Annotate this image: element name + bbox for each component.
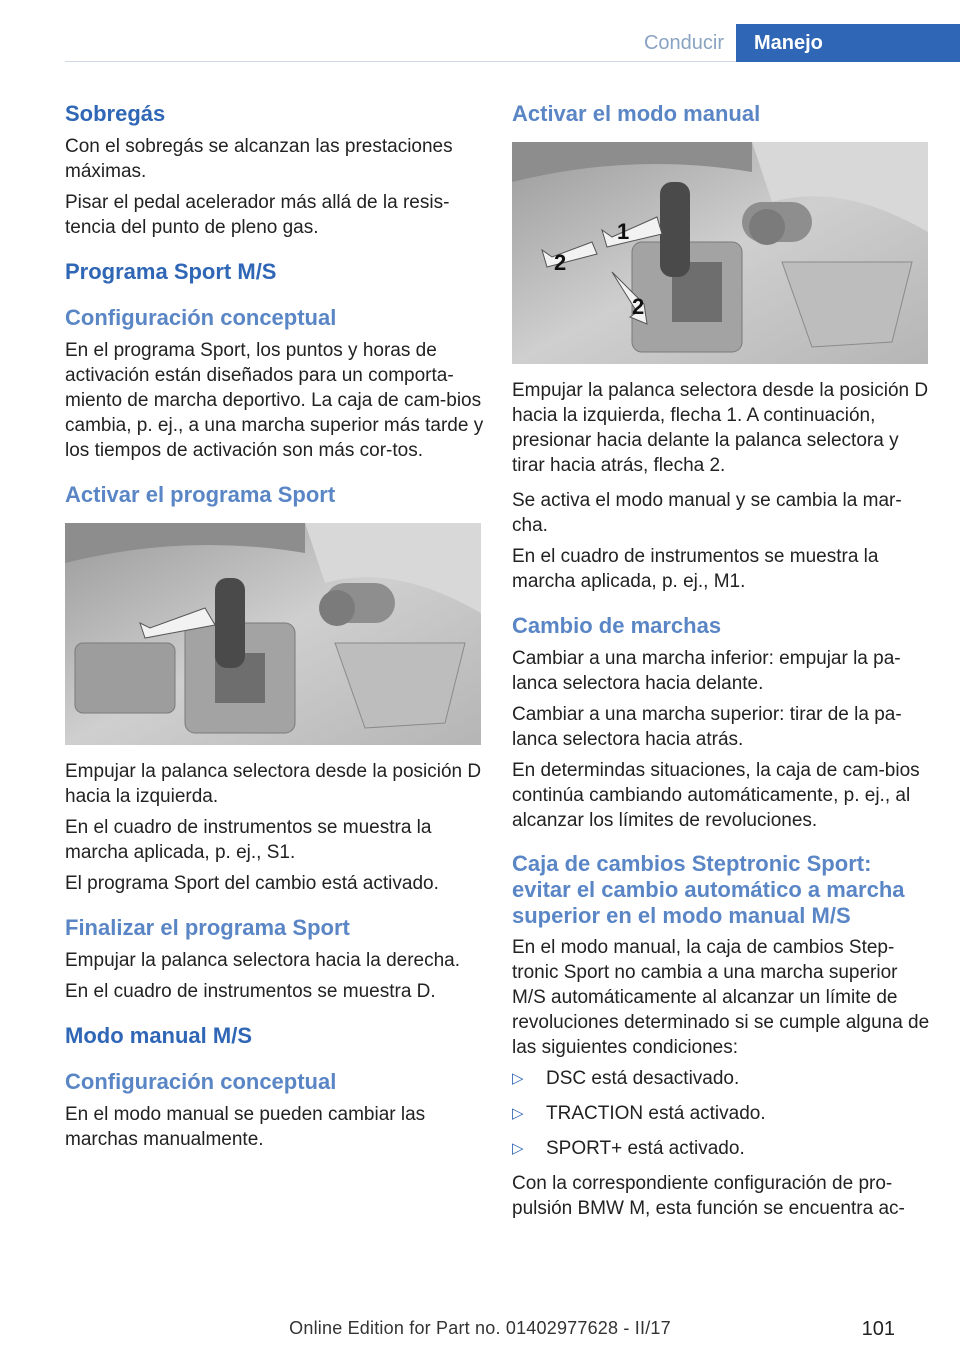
paragraph: En el programa Sport, los puntos y horas de activación están diseñados para un comporta-miento de marcha deportivo. La caja de cam-bios cambia, p. ej., a una marcha superior más tarde y los tiempos de activación son más cor-tos.	[65, 340, 484, 461]
paragraph: En el cuadro de instrumentos se muestra la marcha aplicada, p. ej., M1.	[512, 546, 879, 592]
footer-edition: Online Edition for Part no. 01402977628 - II/17	[289, 1318, 671, 1338]
heading-modo-manual: Modo manual M/S	[65, 1023, 252, 1048]
heading-configuracion: Configuración conceptual	[65, 305, 337, 330]
figure-label-1: 1	[617, 219, 630, 244]
figure-label-2b: 2	[632, 294, 645, 319]
heading-activar-manual: Activar el modo manual	[512, 101, 761, 126]
conditions-list	[512, 1066, 932, 1161]
list-item	[512, 1136, 932, 1161]
paragraph: El programa Sport del cambio está activado.	[65, 873, 439, 894]
paragraph: En determindas situaciones, la caja de cam-bios continúa cambiando automáticamente, p. ej., al alcanzar los límites de revoluciones.	[512, 760, 920, 831]
paragraph: Empujar la palanca selectora hacia la derecha.	[65, 950, 461, 971]
right-column	[512, 100, 932, 1221]
heading-finalizar-sport: Finalizar el programa Sport	[65, 915, 350, 940]
page-number: 101	[861, 1318, 895, 1340]
heading-configuracion-2: Configuración conceptual	[65, 1069, 337, 1094]
list-item	[512, 1101, 932, 1126]
paragraph: En el modo manual, la caja de cambios Step-tronic Sport no cambia a una marcha superior M/S automáticamente al alcanzar un límite de revoluciones determinado si se cumple alguna de las siguientes condiciones:	[512, 937, 930, 1058]
figure-manual-lever	[512, 142, 928, 364]
left-column	[65, 100, 485, 1152]
heading-cambio-marchas: Cambio de marchas	[512, 613, 722, 638]
paragraph: Con el sobregás se alcanzan las prestaciones máximas.	[65, 136, 453, 182]
paragraph: En el cuadro de instrumentos se muestra D.	[65, 981, 436, 1002]
list-item-text: DSC está desactivado.	[546, 1068, 740, 1089]
paragraph: Pisar el pedal acelerador más allá de la resis-tencia del punto de pleno gas.	[65, 192, 450, 238]
figure-label-2a: 2	[554, 250, 567, 275]
paragraph: En el modo manual se pueden cambiar las marchas manualmente.	[65, 1104, 426, 1150]
list-item-text: SPORT+ está activado.	[546, 1138, 745, 1159]
paragraph: Con la correspondiente configuración de pro-pulsión BMW M, esta función se encuentra ac-	[512, 1173, 905, 1219]
paragraph: Cambiar a una marcha inferior: empujar la pa-lanca selectora hacia delante.	[512, 648, 901, 694]
paragraph: Cambiar a una marcha superior: tirar de la pa-lanca selectora hacia atrás.	[512, 704, 902, 750]
heading-steptronic: Caja de cambios Steptronic Sport: evitar el cambio automático a marcha superior en el modo manual M/S	[512, 851, 905, 928]
list-item-text: TRACTION está activado.	[546, 1103, 766, 1124]
heading-sobregas: Sobregás	[65, 101, 166, 126]
triangle-bullet-icon: ▷	[512, 1070, 524, 1087]
list-item	[512, 1066, 932, 1091]
tab-conducir[interactable]: Conducir	[643, 32, 725, 54]
paragraph: Se activa el modo manual y se cambia la mar-cha.	[512, 490, 902, 536]
heading-programa-sport: Programa Sport M/S	[65, 259, 277, 284]
tab-manejo[interactable]: Manejo	[736, 24, 960, 62]
figure-sport-lever	[65, 523, 481, 745]
paragraph: Empujar la palanca selectora desde la posición D hacia la izquierda, flecha 1. A continuación, presionar hacia delante la palanca selectora y tirar hacia atrás, flecha 2.	[512, 380, 929, 476]
triangle-bullet-icon: ▷	[512, 1105, 524, 1122]
paragraph: En el cuadro de instrumentos se muestra la marcha aplicada, p. ej., S1.	[65, 817, 432, 863]
heading-activar-sport: Activar el programa Sport	[65, 482, 336, 507]
triangle-bullet-icon: ▷	[512, 1140, 524, 1157]
paragraph: Empujar la palanca selectora desde la posición D hacia la izquierda.	[65, 761, 482, 807]
